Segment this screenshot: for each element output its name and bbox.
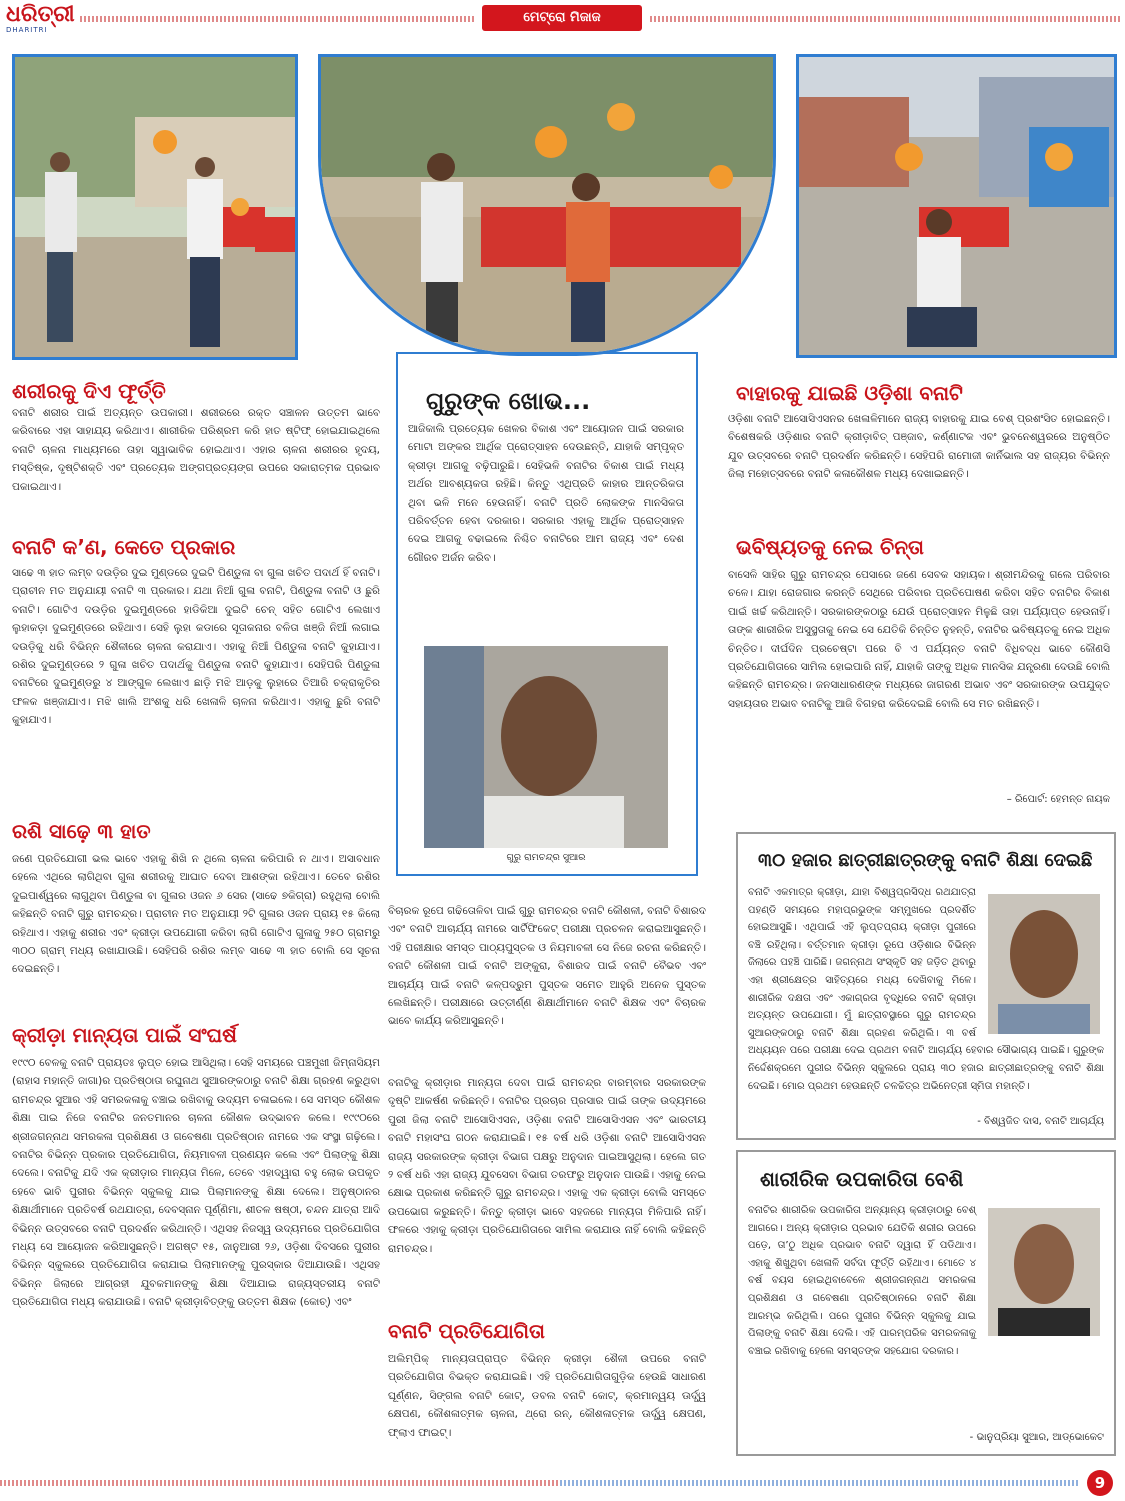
box1-para [748,884,1104,1112]
article2-cont2 [388,1074,706,1312]
box1-headline: ୩୦ ହଜାର ଛାତ୍ରୀଛାତ୍ରଙ୍କୁ ବନାଟି ଶିକ୍ଷା ଦେଇଛି [758,850,1093,871]
page-number: 9 [1087,1470,1113,1496]
advocate-box [736,1150,1116,1456]
article3-headline: ବାହାରକୁ ଯାଇଛି ଓଡ଼ିଶା ବନାଟି [736,381,963,405]
guru-portrait-image [424,646,668,848]
reporter-credit: – ରିପୋର୍ଟ: ହେମନ୍ତ ନାୟକ [1006,794,1110,805]
article1-sub2: ରଶି ସାଢ଼େ ୩ ହାତ [12,819,151,843]
photo-right-image [799,57,1114,355]
guru-caption: ଗୁରୁ ରାମଚନ୍ଦ୍ର ସୁଆର [506,852,586,863]
masthead [0,0,1125,40]
acharya-box [736,832,1116,1140]
newspaper-logo [6,1,75,36]
box2-para [748,1202,1104,1428]
guru-portrait [424,646,668,848]
article1-para2 [12,564,380,810]
article3-para1 [728,410,1110,522]
article3-text2: ବାସେଳି ସାହିର ଗୁରୁ ରାମଚନ୍ଦ୍ର ପେସାରେ ଜଣେ ସେବକ ସହାୟକ। ଶ୍ରୀମନ୍ଦିରକୁ ଗଲେ ପରିବାର ଚଳେ। ଯାହା ରୋଜଗାର କରନ୍ତି ସେଥିରେ ପରିବାର ପ୍ରତିପୋଷଣ କରିବା ସହିତ ବନାଟିର ବିକାଶ ପାଇଁ ଖର୍ଚ୍ଚ କରିଥାନ୍ତି। ସରକାରଙ୍କଠାରୁ ଯେଉଁ ପ୍ରୋତ୍ସାହନ ମିଳୁଛି ତାହା ପର୍ଯ୍ୟାପ୍ତ ହେଉନାହିଁ। ତାଙ୍କ ଶାରୀରିକ ଅସୁସ୍ଥତାକୁ ନେଇ ସେ ଯେତିକି ଚିନ୍ତିତ ନୁହନ୍ତି, ବନାଟିର ଭବିଷ୍ୟତକୁ ନେଇ ଅଧିକ ଚିନ୍ତିତ। ଦୀର୍ଘଦିନ ପ୍ରଚେଷ୍ଟା ପରେ ବି ଏ ପର୍ଯ୍ୟନ୍ତ ବନାଟି ବିଧିବଦ୍ଧ ଭାବେ କୌଣସି ପ୍ରତିଯୋଗିତାରେ ସାମିଲ ହୋଇପାରି ନାହିଁ, ଯାହାକି ତାଙ୍କୁ ଅଧିକ ମାନସିକ ଯନ୍ତ୍ରଣା ଦେଉଛି ବୋଲି କହିଛନ୍ତି ରାମଚନ୍ଦ୍ର। ଜନସାଧାରଣଙ୍କ ମଧ୍ୟରେ ଜାଗରଣ ଅଭାବ ଏବଂ ସରକାରଙ୍କ ଉପଯୁକ୍ତ ସହାୟତାର ଅଭାବ ବନାଟିକୁ ଆଜି ବିଗହରା କରିଦେଇଛି ବୋଲି ସେ ମତ ରଖିଛନ୍ତି। [728,569,1110,710]
article2-last-text: ଅଲିମ୍ପିକ୍ ମାନ୍ୟତାପ୍ରାପ୍ତ ବିଭିନ୍ନ କ୍ରୀଡ଼ା ଶୈଳୀ ଉପରେ ବନାଟି ପ୍ରତିଯୋଗିତା ବିଭକ୍ତ କରାଯାଇଛି। ଏହି ପ୍ରତିଯୋଗିତାଗୁଡ଼ିକ ହେଉଛି ସାଧାରଣ ଘୂର୍ଣ୍ଣନ, ସିଙ୍ଗଲ ବନାଟି କୋଟ୍, ଡବଲ ବନାଟି କୋଟ୍, କ୍ରମାନ୍ୱୟ ଊର୍ଦ୍ଧ୍ୱ କ୍ଷେପଣ, କୌଶଳାତ୍ମକ ଚାଳନା, ଥ୍ରୋ ରନ୍, କୌଶଳାତ୍ମକ ଊର୍ଦ୍ଧ୍ୱ କ୍ଷେପଣ, ଫ୍ଲାଏ ଫାଇଟ୍। [388,1353,706,1439]
box2-text: ବନାଟିର ଶାରୀରିକ ଉପକାରିତା ଅନ୍ୟାନ୍ୟ କ୍ରୀଡ଼ାଠାରୁ ବେଶ୍ ଆଗରେ। ଅନ୍ୟ କ୍ରୀଡ଼ାର ପ୍ରଭାବ ଯେତିକି ଶରୀର ଉପରେ ପଡ଼େ, ତା’ଠୁ ଅଧିକ ପ୍ରଭାବ ବନାଟି ଦ୍ୱାରା ହିଁ ପଡିଥାଏ। ଏହାକୁ ଶିଖୁଥିବା ଖେଳାଳି ସର୍ବଦା ଫୂର୍ତ୍ତି ରହିଥାଏ। ମୋତେ ୪ ବର୍ଷ ବୟସ ହୋଇଥିବାବେଳେ ଶ୍ରୀଜଗନ୍ନାଥ ସମରକଳା ପ୍ରଶିକ୍ଷଣ ଓ ଗବେଷଣା ପ୍ରତିଷ୍ଠାନରେ ବନାଟି ଶିକ୍ଷା ଆରମ୍ଭ କରିଥିଲି। ପରେ ପୁରୀର ବିଭିନ୍ନ ସ୍କୁଲକୁ ଯାଇ ପିଲାଙ୍କୁ ବନାଟି ଶିକ୍ଷା ଦେଲି। ଏହି ପାରମ୍ପରିକ ସମରକଳାକୁ ବଞ୍ଚାଇ ରଖିବାକୁ ହେଲେ ସମସ୍ତଙ୍କ ସହଯୋଗ ଦରକାର। [748,1205,976,1357]
photo-right [796,54,1117,358]
article1-headline: ଶରୀରକୁ ଦିଏ ଫୂର୍ତ୍ତି [12,379,166,403]
article2-cont [388,902,706,1070]
article3-para2 [728,566,1110,788]
box1-credit: - ବିଶ୍ୱଜିତ ଦାସ, ବନାଟି ଆଚାର୍ଯ୍ୟ [977,1116,1104,1127]
header-stripe-left [80,16,475,22]
logo-subtitle: DHARITRI [6,26,48,34]
logo-title: ଧରିତ୍ରୀ [6,1,75,27]
section-tag: ମେଟ୍ରୋ ମିଜାଜ [482,5,642,31]
article3-text1: ଓଡ଼ିଶା ବନାଟି ଆସୋସିଏସନର ଖେଳାଳିମାନେ ରାଜ୍ୟ ବାହାରକୁ ଯାଇ ବେଶ୍ ପ୍ରଶଂସିତ ହୋଇଛନ୍ତି। ବିଶେଷକରି ଓଡ଼ିଶାର ବନାଟି କ୍ରୀଡ଼ାବିତ୍ ପଞ୍ଜାବ, କର୍ଣ୍ଣାଟକ ଏବଂ ଭୁବନେଶ୍ୱରରେ ଅନୁଷ୍ଠିତ ଯୁବ ଉତ୍ସବରେ ବନାଟି ପ୍ରଦର୍ଶନ କରିଛନ୍ତି। ସେହିପରି ରାମୋଜୀ କାର୍ନିଭାଲ ସହ ରାଜ୍ୟର ବିଭିନ୍ନ ଜିଲା ମହୋତ୍ସବରେ ବନାଟି କଳାକୌଶଳ ମଧ୍ୟ ଦେଖାଇଛନ୍ତି। [728,413,1110,481]
article1-text1: ବନାଟି ଶରୀର ପାଇଁ ଅତ୍ୟନ୍ତ ଉପକାରୀ। ଶରୀରରେ ରକ୍ତ ସଞ୍ଚାଳନ ଉତ୍ତମ ଭାବେ କରିବାରେ ଏହା ସାହାଯ୍ୟ କରିଥାଏ। ଶାରୀରିକ ପରିଶ୍ରମ କରି ହାତ ଷ୍ଟିଫ୍ ହୋଇଯାଇଥିଲେ ବନାଟି ଚାଳନା ମାଧ୍ୟମରେ ତାହା ସ୍ୱାଭାବିକ ହୋଇଥାଏ। ଏହାର ଚାଳନା ଶରୀରର ହୃଦୟ, ମସ୍ତିଷ୍କ, ଦୃଷ୍ଟିଶକ୍ତି ଏବଂ ପ୍ରତ୍ୟେକ ଅଙ୍ଗପ୍ରତ୍ୟଙ୍ଗ ଉପରେ ସକାରାତ୍ମକ ପ୍ରଭାବ ପକାଇଥାଏ। [12,407,380,493]
box1-text: ବନାଟି ଏକମାତ୍ର କ୍ରୀଡ଼ା, ଯାହା ବିଶ୍ୱପ୍ରସିଦ୍ଧ ରଥଯାତ୍ରା ପହଣ୍ଡି ସମୟରେ ମହାପ୍ରଭୁଙ୍କ ସମ୍ମୁଖରେ ପ୍ରଦର୍ଶିତ ହୋଇଆସୁଛି। ଏଥିପାଇଁ ଏହି ଲୁପ୍ତପ୍ରାୟ କ୍ରୀଡ଼ା ପୁରୀରେ ବଞ୍ଚି ରହିଥିଲା। ବର୍ତ୍ତମାନ କ୍ରୀଡ଼ା ରୂପେ ଓଡ଼ିଶାର ବିଭିନ୍ନ ଜିଲାରେ ପହଞ୍ଚି ପାରିଛି। ଜଗନ୍ନାଥ ସଂସ୍କୃତି ସହ ଜଡ଼ିତ ଥିବାରୁ ଏହା ଶ୍ରୀକ୍ଷେତ୍ର ସାହିତ୍ୟରେ ମଧ୍ୟ ଦେଖିବାକୁ ମିଳେ। ଶାରୀରିକ ଦକ୍ଷତା ଏବଂ ଏକାଗ୍ରତା ବୃଦ୍ଧିରେ ବନାଟି କ୍ରୀଡ଼ା ଅତ୍ୟନ୍ତ ଉପଯୋଗୀ। ମୁଁ ଛାତ୍ରାବସ୍ଥାରେ ଗୁରୁ ରାମଚନ୍ଦ୍ର ସୁଆରଙ୍କଠାରୁ ବନାଟି ଶିକ୍ଷା ଗ୍ରହଣ କରିଥିଲି। ୩ ବର୍ଷ ଅଧ୍ୟୟନ ପରେ ପରୀକ୍ଷା ଦେଇ ପ୍ରଥମ ବନାଟି ଆଚାର୍ଯ୍ୟ ହେବାର ସୌଭାଗ୍ୟ ପାଇଛି। ଗୁରୁଙ୍କ ନିର୍ଦ୍ଦେଶକ୍ରମେ ପୁରୀର ବିଭିନ୍ନ ସ୍କୁଲରେ ପ୍ରାୟ ୩୦ ହଜାର ଛାତ୍ରୀଛାତ୍ରଙ୍କୁ ବନାଟି ଶିକ୍ଷା ଦେଇଛି। ମୋର ପ୍ରଥମ ହେଉଛନ୍ତି ଚଳଚ୍ଚିତ୍ର ଅଭିନେତ୍ରୀ ସ୍ମିତା ମହାନ୍ତି। [748,887,1104,1092]
article1-sub1: ବନାଟି କ’ଣ, କେତେ ପ୍ରକାର [12,535,236,559]
guru-box [396,352,698,876]
footer-stripe-right [560,1480,1080,1486]
photo-center-image [321,57,773,353]
photo-center [318,54,776,356]
article1-text2: ସାଢେ ୩ ହାତ ଲମ୍ବ ଦଉଡ଼ିର ଦୁଇ ମୁଣ୍ଡରେ ଦୁଇଟି ପିଣ୍ଡୁଳା ବା ଗୁଳା ଖଚିତ ପଦାର୍ଥ ହିଁ ବନାଟି। ପ୍ରାଚୀନ ମତ ଅନୁଯାୟୀ ବନାଟି ୩ ପ୍ରକାର। ଯଥା ନିଆଁ ଗୁଳା ବନାଟି, ପିଣ୍ଡୁଳା ବନାଟି ଓ ଛୁରି ବନାଟି। ଗୋଟିଏ ଦଉଡ଼ିର ଦୁଇମୁଣ୍ଡରେ ହାଡିକିଆ ଦୁଇଟି ଚେନ୍ ସହିତ ଗୋଟିଏ ଲେଖାଏ ଲୁହାକଡ଼ା ଦୁଇମୁଣ୍ଡରେ ରହିଥାଏ। ସେହି ଲୁହା କଡାରେ ସୂତାକନାର ବଳିତା ଖଞ୍ଜି ନିଆଁ ଲଗାଇ ଦଉଡ଼ିକୁ ଧରି ବିଭିନ୍ନ ଶୈଳୀରେ ଚାଳନା କରାଯାଏ। ଏହାକୁ ନିଆଁ ପିଣ୍ଡୁଳା ବନାଟି କୁହାଯାଏ। ରଶିର ଦୁଇମୁଣ୍ଡରେ ୨ ଗୁଳା ଖଚିତ ପଦାର୍ଥକୁ ପିଣ୍ଡୁଳା ବନାଟି କୁହାଯାଏ। ସେହିପରି ପିଣ୍ଡୁଳା ବନାଟିରେ ଦୁଇମୁଣ୍ଡରୁ ୪ ଆଙ୍ଗୁଳ ଲେଖାଏ ଛାଡ଼ି ମଝି ଆଡ଼କୁ ଲୁହାରେ ତିଆରି ଚକ୍ରାକୃତିର ଫଳକ ଖଞ୍ଜାଯାଏ। ମଝି ଖାଲି ଅଂଶକୁ ଧରି ଖେଳାଳି ଚାଳନା କରିଥାଏ। ଏହାକୁ ଛୁରି ବନାଟି କୁହାଯାଏ। [12,567,380,727]
article2-headline: ଗୁରୁଙ୍କ ଖୋଭ... [426,387,591,415]
article1-text4: ୧୯୯୦ ବେଳକୁ ବନାଟି ପ୍ରାୟତଃ ଲୁପ୍ତ ହୋଇ ଆସିଥିଲା। ସେହି ସମୟରେ ପଞ୍ଚମୁଖୀ ଜିମ୍ନାସିୟମ (ରାହାସ ମହାନ୍ତି ଜାଗା)ର ପ୍ରତିଷ୍ଠାତା ରଘୁନାଥ ସୁଆରଙ୍କଠାରୁ ବନାଟି ଶିକ୍ଷା ଗ୍ରହଣ କରୁଥିବା ରାମଚନ୍ଦ୍ର ସୁଆର ଏହି ସମରକଳାକୁ ବଞ୍ଚାଇ ରଖିବାକୁ ଉଦ୍ୟମ ଚଳାଇଲେ। ସେ ସମସ୍ତ କୌଶଳ ଶିକ୍ଷା ପାଇ ନିଜେ ବନାଟିର ଜନତମାନର ଚାଳନା କୌଶଳ ଉଦ୍ଭାବନ କଲେ। ୧୯୯୦ରେ ଶ୍ରୀଜଗନ୍ନାଥ ସମରକଳା ପ୍ରଶିକ୍ଷଣ ଓ ଗବେଷଣା ପ୍ରତିଷ୍ଠାନ ନାମରେ ଏକ ସଂସ୍ଥା ଗଢ଼ିଲେ। ବନାଟିର ବିଭିନ୍ନ ପ୍ରକାର ପ୍ରତିଯୋଗିତା, ନିୟମାବଳୀ ପ୍ରଣୟନ କଲେ ଏବଂ ପିଲାଙ୍କୁ ଶିକ୍ଷା ଦେଲେ। ବନାଟିକୁ ଯଦି ଏକ କ୍ରୀଡ଼ାର ମାନ୍ୟତା ମିଳେ, ତେବେ ଏହାଦ୍ୱାରା ବହୁ ଲୋକ ଉପକୃତ ହେବେ ଭାବି ପୁରୀର ବିଭିନ୍ନ ସ୍କୁଲକୁ ଯାଇ ପିଲାମାନଙ୍କୁ ଶିକ୍ଷା ଦେଲେ। ଅନୁଷ୍ଠାନର ଶିକ୍ଷାର୍ଥୀମାନେ ପ୍ରତିବର୍ଷ ରଥଯାତ୍ରା, ଦେବସ୍ନାନ ପୂର୍ଣ୍ଣିମା, ଶୀତଳ ଷଷ୍ଠୀ, ଚନ୍ଦନ ଯାତ୍ରା ଆଦି ବିଭିନ୍ନ ଉତ୍ସବରେ ବନାଟି ପ୍ରଦର୍ଶନ କରିଥାନ୍ତି। ଏଥିସହ ନିଜସ୍ୱ ଉଦ୍ୟମରେ ପ୍ରତିଯୋଗିତା ମଧ୍ୟ ସେ ଆୟୋଜନ କରିଆସୁଛନ୍ତି। ଅଗଷ୍ଟ ୧୫, ଜାନୁଆରୀ ୨୬, ଓଡ଼ିଶା ଦିବସରେ ପୁରୀର ବିଭିନ୍ନ ସ୍କୁଲରେ ପ୍ରତିଯୋଗିତା କରାଯାଇ ପିଲାମାନଙ୍କୁ ପୁରସ୍କାର ଦିଆଯାଉଛି। ଏଥିସହ ବିଭିନ୍ନ ଜିଲାରେ ଆଗ୍ରହୀ ଯୁବକମାନଙ୍କୁ ଶିକ୍ଷା ଦିଆଯାଇ ରାଜ୍ୟସ୍ତରୀୟ ବନାଟି ପ୍ରତିଯୋଗିତା ମଧ୍ୟ କରାଯାଉଛି। ବନାଟି କ୍ରୀଡ଼ାବିତ୍‌ଙ୍କୁ ଉତ୍ତମ ଶିକ୍ଷକ (କୋଚ୍) ଏବଂ [12,1057,380,1309]
box1-float-spacer [976,884,1104,1034]
article2-sub: ବନାଟି ପ୍ରତିଯୋଗିତା [388,1319,545,1343]
article3-sub: ଭବିଷ୍ୟତକୁ ନେଇ ଚିନ୍ତା [736,535,924,559]
box2-headline: ଶାରୀରିକ ଉପକାରିତା ବେଶି [760,1167,964,1191]
article1-sub3: କ୍ରୀଡ଼ା ମାନ୍ୟତା ପାଇଁ ସଂଘର୍ଷ [12,1023,237,1047]
header-stripe-right [650,16,1120,22]
footer-stripe-left [0,1480,560,1486]
article1-para1 [12,404,380,524]
article2-para1 [408,420,684,650]
article2-text1: ଆଜିକାଲି ପ୍ରତ୍ୟେକ ଖେଳର ବିକାଶ ଏବଂ ଆୟୋଜନ ପାଇଁ ସରକାର ମୋଟା ଅଙ୍କର ଆର୍ଥିକ ପ୍ରୋତ୍ସାହନ ଦେଉଛନ୍ତି, ଯାହାକି ସମ୍ପୃକ୍ତ କ୍ରୀଡ଼ା ଆଗକୁ ବଢ଼ିପାରୁଛି। ସେହିଭଳି ବନାଟିର ବିକାଶ ପାଇଁ ମଧ୍ୟ ଅର୍ଥର ଆବଶ୍ୟକତା ରହିଛି। କିନ୍ତୁ ଏଥିପ୍ରତି କାହାର ଆନ୍ତରିକତା ଥିବା ଭଳି ମନେ ହେଉନାହିଁ। ବନାଟି ପ୍ରତି ଲୋକଙ୍କ ମାନସିକତା ପରିବର୍ତ୍ତନ ହେବା ଦରକାର। ସରକାର ଏହାକୁ ଆର୍ଥିକ ପ୍ରୋତ୍ସାହନ ଦେଇ ଆଗକୁ ବଢାଇଲେ ନିଶ୍ଚିତ ବନାଟିରେ ଆମ ରାଜ୍ୟ ଏବଂ ଦେଶ ଗୌରବ ଅର୍ଜନ କରିବ। [408,423,684,564]
article2-cont-text: ବିଚାରକ ରୂପେ ଗଢିତୋଳିବା ପାଇଁ ଗୁରୁ ରାମଚନ୍ଦ୍ର ବନାଟି କୌଶଳୀ, ବନାଟି ବିଶାରଦ ଏବଂ ବନାଟି ଆଚାର୍ଯ୍ୟ ନାମରେ ସାର୍ଟିଫିକେଟ୍ ପରୀକ୍ଷା ପ୍ରଚଳନ କରାଇଆସୁଛନ୍ତି। ଏହି ପରୀକ୍ଷାର ସମସ୍ତ ପାଠ୍ୟପୁସ୍ତକ ଓ ନିୟମାବଳୀ ସେ ନିଜେ ରଚନା କରିଛନ୍ତି। ବନାଟି କୌଶଳୀ ପାଇଁ ବନାଟି ଅଙ୍କୁରା, ବିଶାରଦ ପାଇଁ ବନାଟି ବୈଭବ ଏବଂ ଆଚାର୍ଯ୍ୟ ପାଇଁ ବନାଟି କଳ୍ପଦ୍ରୁମ ପୁସ୍ତକ ସମେତ ଆହୁରି ଅନେକ ପୁସ୍ତକ ଲେଖିଛନ୍ତି। ପରୀକ୍ଷାରେ ଉତ୍ତୀର୍ଣ୍ଣ ଶିକ୍ଷାର୍ଥୀମାନେ ବନାଟି ଶିକ୍ଷକ ଏବଂ ବିଚାରକ ଭାବେ କାର୍ଯ୍ୟ କରିଆସୁଛନ୍ତି। [388,905,706,1028]
photo-left-image [15,57,295,357]
article2-cont2-text: ବନାଟିକୁ କ୍ରୀଡ଼ାର ମାନ୍ୟତା ଦେବା ପାଇଁ ରାମଚନ୍ଦ୍ର ବାରମ୍ବାର ସରକାରଙ୍କ ଦୃଷ୍ଟି ଆକର୍ଷଣ କରିଛନ୍ତି। ବନାଟିର ପ୍ରଚାର ପ୍ରସାର ପାଇଁ ତାଙ୍କ ଉଦ୍ୟମରେ ପୁରୀ ଜିଲା ବନାଟି ଆସୋସିଏସନ, ଓଡ଼ିଶା ବନାଟି ଆସୋସିଏସନ ଏବଂ ଭାରତୀୟ ବନାଟି ମହାସଂଘ ଗଠନ କରାଯାଇଛି। ୧୫ ବର୍ଷ ଧରି ଓଡ଼ିଶା ବନାଟି ଆସୋସିଏସନ ରାଜ୍ୟ ସରକାରଙ୍କ କ୍ରୀଡ଼ା ବିଭାଗ ପକ୍ଷରୁ ଅନୁଦାନ ପାଇଆସୁଥିଲା। ହେଲେ ଗତ ୨ ବର୍ଷ ଧରି ଏହା ରାଜ୍ୟ ଯୁବସେବା ବିଭାଗ ତରଫରୁ ଅନୁଦାନ ପାଉଛି। ଏହାକୁ ନେଇ କ୍ଷୋଭ ପ୍ରକାଶ କରିଛନ୍ତି ଗୁରୁ ରାମଚନ୍ଦ୍ର। ଏହାକୁ ଏକ କ୍ରୀଡ଼ା ବୋଲି ସମସ୍ତେ ଉପଭୋଗ କରୁଛନ୍ତି। କିନ୍ତୁ କ୍ରୀଡ଼ା ଭାବେ ସହଜରେ ମାନ୍ୟତା ମିଳିପାରି ନାହିଁ। ଫଳରେ ଏହାକୁ କ୍ରୀଡ଼ା ପ୍ରତିଯୋଗିତାରେ ସାମିଲ କରାଯାଉ ନାହିଁ ବୋଲି କହିଛନ୍ତି ରାମଚନ୍ଦ୍ର। [388,1077,706,1255]
box2-float-spacer [976,1202,1104,1340]
article1-para4 [12,1054,380,1454]
photo-left [12,54,298,360]
article2-last [388,1350,706,1450]
article1-para3 [12,850,380,1016]
article1-text3: ଜଣେ ପ୍ରତିଯୋଗୀ ଭଲ ଭାବେ ଏହାକୁ ଶିଖି ନ ଥିଲେ ଚାଳନା କରିପାରି ନ ଥାଏ। ଅସାବଧାନ ହେଲେ ଏଥିରେ ଲାଗିଥିବା ଗୁଳା ଶରୀରକୁ ଆଘାତ ଦେବା ଆଶଙ୍କା ରହିଥାଏ। ତେବେ ରଶିର ଦୁଇପାର୍ଶ୍ୱରେ ଲାଗୁଥିବା ପିଣ୍ଡୁଳା ବା ଗୁଳାର ଓଜନ ୬ ସେର (ସାଢେ ୭କିଗ୍ରା) ରହୁଥିଲା ବୋଲି କହିଛନ୍ତି ବନାଟି ଗୁରୁ ରାମଚନ୍ଦ୍ର। ପ୍ରାଚୀନ ମତ ଅନୁଯାୟୀ ୨ଟି ଗୁଳାର ଓଜନ ପ୍ରାୟ ୧୫ କିଲୋ ରହିଥାଏ। ଏହାକୁ ଶରୀର ଏବଂ କ୍ରୀଡ଼ା ଉପଯୋଗୀ କରିବା ଲାଗି ଗୋଟିଏ ଗୁଳାକୁ ୨୫୦ ଗ୍ରାମରୁ ୩୦୦ ଗ୍ରାମ୍ ମଧ୍ୟ ରଖାଯାଉଛି। ସେହିପରି ରଶିର ଲମ୍ବ ସାଢେ ୩ ହାତ ବୋଲି ସେ ସୂଚନା ଦେଇଛନ୍ତି। [12,853,380,976]
box2-credit: - ଭାନୁପ୍ରିୟା ସୁଆର, ଆଡ୍‌ଭୋକେଟ [969,1432,1104,1443]
